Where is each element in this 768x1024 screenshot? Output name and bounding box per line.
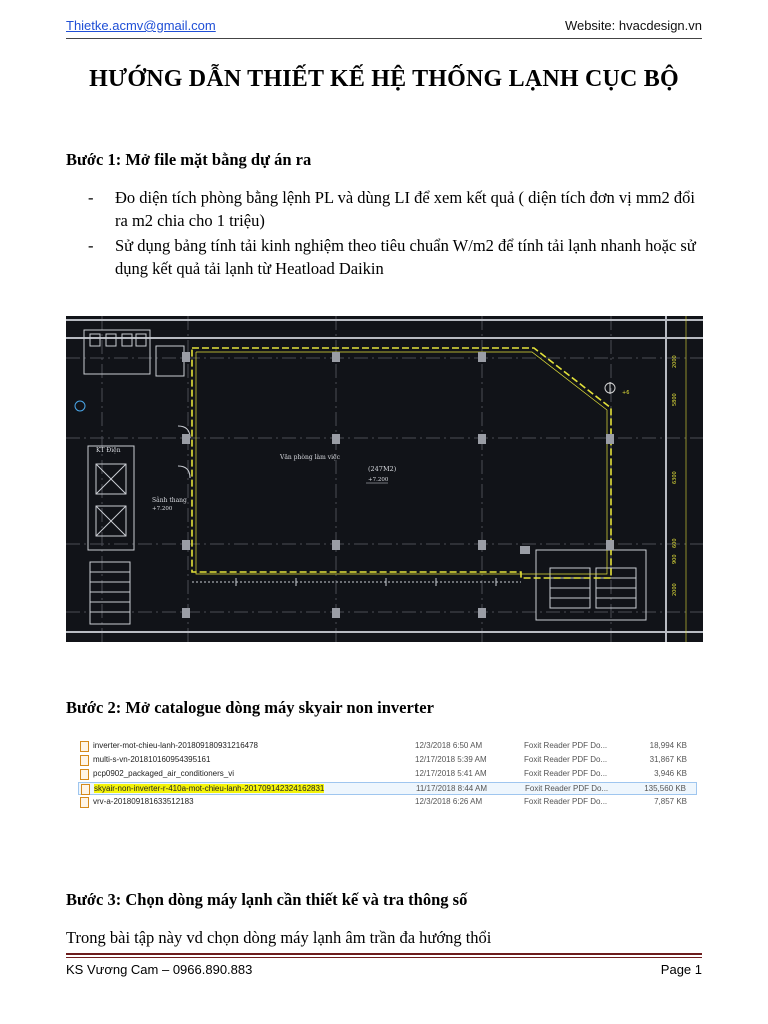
file-size: 135,560 KB <box>644 784 686 793</box>
step3-heading: Bước 3: Chọn dòng máy lạnh cần thiết kế và tra thông số <box>66 890 468 909</box>
file-row-selected[interactable] <box>78 782 697 795</box>
svg-text:+6: +6 <box>622 390 630 396</box>
file-type: Foxit Reader PDF Do... <box>524 741 608 750</box>
file-type: Foxit Reader PDF Do... <box>524 769 608 778</box>
highlighted-file-name: skyair-non-inverter-r-410a-mot-chieu-lanh-201709142324162831 <box>94 784 325 793</box>
step1-bullet-list <box>88 186 708 280</box>
page-header <box>66 16 702 36</box>
step1-bullet-text: Sử dụng bảng tính tải kinh nghiệm theo tiêu chuẩn W/m2 để tính tải lạnh nhanh hoặc sử dụng kết quả tải lạnh từ Heatload Daikin <box>115 236 696 278</box>
page-number: Page 1 <box>660 962 702 977</box>
dim-text: 900 <box>672 554 678 564</box>
file-date: 12/3/2018 6:50 AM <box>415 741 483 750</box>
file-date: 11/17/2018 8:44 AM <box>416 784 488 793</box>
file-row[interactable] <box>78 740 697 753</box>
file-row[interactable] <box>78 768 697 781</box>
cad-floor-plan <box>66 316 703 642</box>
file-list <box>66 732 703 872</box>
file-row[interactable] <box>78 796 697 809</box>
step1-bullet-text: Đo diện tích phòng bằng lệnh PL và dùng LI để xem kết quả ( diện tích đơn vị mm2 đổi ra m2 chia cho 1 triệu) <box>115 188 696 230</box>
step2-heading: Bước 2: Mở catalogue dòng máy skyair non inverter <box>66 698 434 717</box>
file-row[interactable] <box>78 754 697 767</box>
footer-rule <box>66 953 702 955</box>
bullet-dash: - <box>88 188 94 207</box>
office-label: Văn phòng làm việc <box>280 454 340 461</box>
file-type: Foxit Reader PDF Do... <box>524 755 608 764</box>
file-name: pcp0902_packaged_air_conditioners_vi <box>93 769 234 778</box>
file-date: 12/3/2018 6:26 AM <box>415 797 483 806</box>
step3-paragraph: Trong bài tập này vd chọn dòng máy lạnh âm trần đa hướng thổi <box>66 928 492 947</box>
file-date: 12/17/2018 5:41 AM <box>415 769 487 778</box>
file-name: inverter-mot-chieu-lanh-201809180931216478 <box>93 741 259 750</box>
file-name: multi-s-vn-201810160954395161 <box>93 755 211 764</box>
dim-text: 6300 <box>672 471 678 484</box>
document-title: HƯỚNG DẪN THIẾT KẾ HỆ THỐNG LẠNH CỤC BỘ <box>89 66 679 92</box>
step1-bullet <box>88 186 708 232</box>
file-size: 3,946 KB <box>654 769 687 778</box>
footer-author: KS Vương Cam – 0966.890.883 <box>66 962 253 977</box>
header-rule <box>66 38 702 39</box>
lobby-label: Sảnh thang <box>152 497 187 504</box>
area-label: (247M2) <box>368 465 397 473</box>
file-name: vrv-a-201809181633512183 <box>93 797 194 806</box>
file-type: Foxit Reader PDF Do... <box>524 797 608 806</box>
level-label: +7.200 <box>368 477 389 483</box>
header-website: Website: hvacdesign.vn <box>564 18 702 33</box>
file-type: Foxit Reader PDF Do... <box>525 784 609 793</box>
header-email-link[interactable]: Thietke.acmv@gmail.com <box>66 18 216 33</box>
pdf-file-icon <box>80 797 89 808</box>
lobby-level: +7.200 <box>152 506 173 512</box>
dim-text: 2000 <box>672 355 678 368</box>
file-size: 7,857 KB <box>654 797 687 806</box>
pdf-file-icon <box>80 755 89 766</box>
pdf-file-icon <box>81 784 90 795</box>
footer-rule-thin <box>66 957 702 958</box>
kt-label: KT Điện <box>96 447 121 454</box>
cad-drawing <box>66 316 703 642</box>
pdf-file-icon <box>80 769 89 780</box>
step1-bullet <box>88 234 708 280</box>
bullet-dash: - <box>88 236 94 255</box>
dim-text: 5800 <box>672 393 678 406</box>
step1-heading: Bước 1: Mở file mặt bằng dự án ra <box>66 150 312 169</box>
pdf-file-icon <box>80 741 89 752</box>
dim-text: 600 <box>672 538 678 548</box>
dim-text: 2000 <box>672 583 678 596</box>
file-size: 18,994 KB <box>649 741 687 750</box>
file-name <box>94 784 324 793</box>
file-date: 12/17/2018 5:39 AM <box>415 755 487 764</box>
file-size: 31,867 KB <box>649 755 687 764</box>
